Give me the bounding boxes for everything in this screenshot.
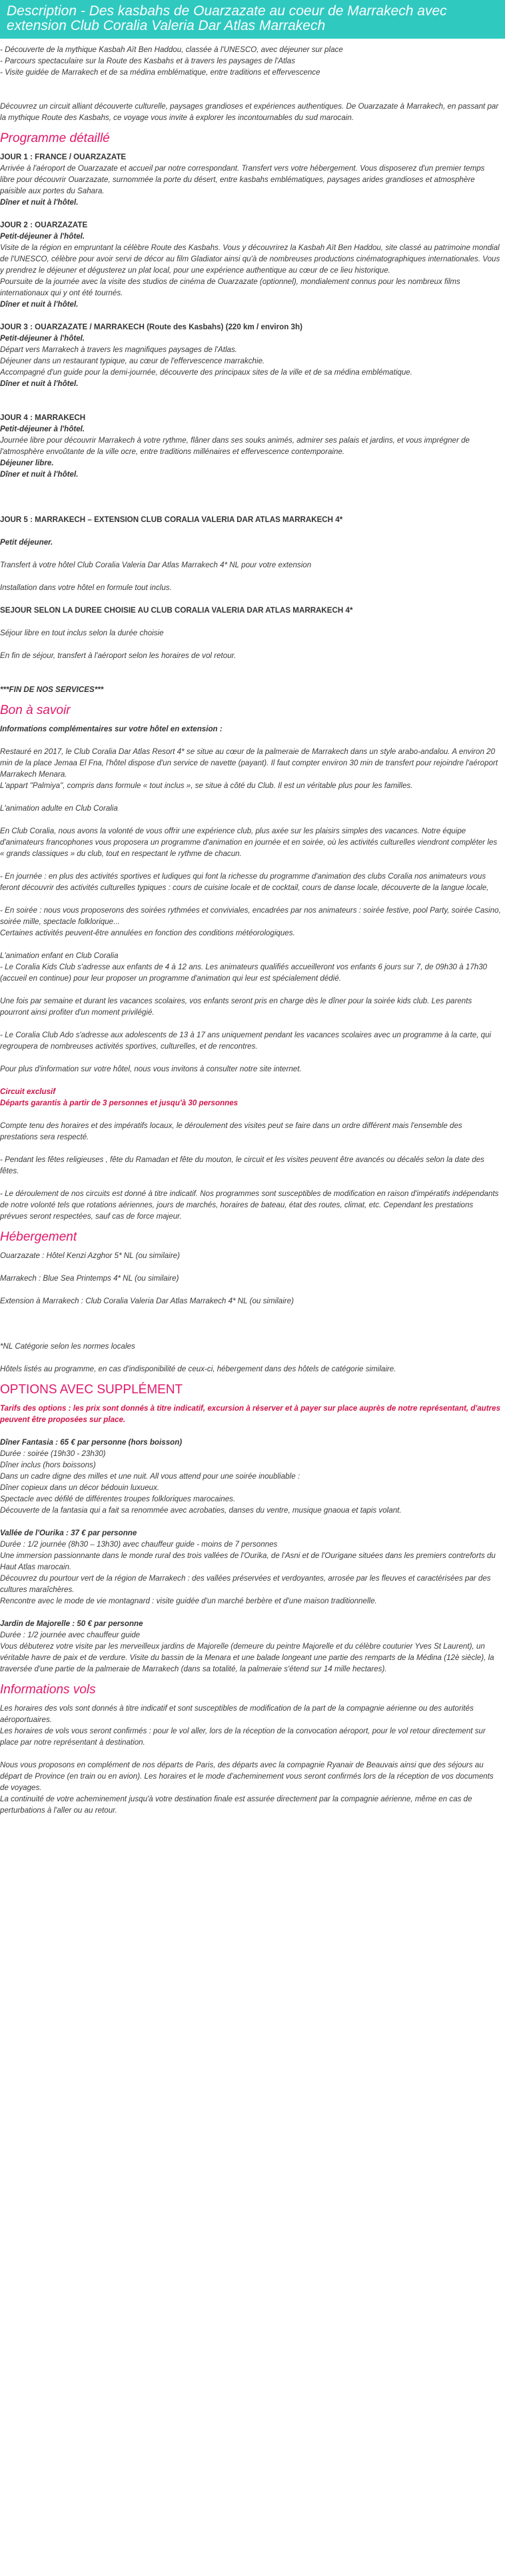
majorelle-line: Durée : 1/2 journée avec chauffeur guide bbox=[0, 1631, 141, 1639]
vols-line: Nous vous proposons en complément de nos départs de Paris, des départs avec la compagnie Ryanair de Beauvais ainsi que des séjours au départ de Province (en train ou en avion). Les horaires et le mode d'acheminement vous seront confirmés lors de la réception de vos documents de voyages. bbox=[0, 1761, 494, 1792]
day-title: JOUR 1 : FRANCE / OUARZAZATE bbox=[0, 153, 127, 161]
day-text: Arrivée à l'aéroport de Ouarzazate et accueil par notre correspondant. Transfert vers votre hébergement. Vous disposerez d'un premier temps libre pour découvrir Ouarzazate, surnommée la porte du désert, entre kasbahs emblématiques, paysages arides grandioses et atmosphère paisible aux portes du Sahara. bbox=[0, 164, 485, 195]
ourika-line: Rencontre avec le mode de vie montagnard : visite guidée d'un marché berbère et d'une maison traditionnelle. bbox=[0, 1597, 377, 1605]
stay-end: En fin de séjour, transfert à l'aéroport selon les horaires de vol retour. bbox=[0, 651, 237, 660]
highlights-list bbox=[0, 44, 505, 78]
fantasia-title: Dîner Fantasia : 65 € par personne (hors boisson) bbox=[0, 1438, 183, 1447]
ado-text: - Le Coralia Club Ado s'adresse aux adolescents de 13 à 17 ans uniquement pendant les vacances scolaires avec un programme à la carte, qui regroupera de nombreuses activités sportives, culturelles, et de rencontres. bbox=[0, 1031, 492, 1051]
nl-note: *NL Catégorie selon les normes locales bbox=[0, 1342, 135, 1351]
day-breakfast: Petit-déjeuner à l'hôtel. bbox=[0, 334, 85, 343]
day-text: Déjeuner dans un restaurant typique, au cœur de l'effervescence marrakchie. bbox=[0, 357, 265, 365]
info-comp-text: Restauré en 2017, le Club Coralia Dar Atlas Resort 4* se situe au cœur de la palmeraie de Marrakech dans un style arabo-andalou. A environ 20 min de la place Jemaa El Fna, l'hôtel dispose d'un service de navette (payant). Il faut compter environ 30 min de transfert pour rejoindre l'aéroport Marrakech Menara. bbox=[0, 747, 498, 779]
day-block bbox=[0, 412, 505, 480]
programme-heading: Programme détaillé bbox=[0, 131, 110, 145]
fantasia-line: Dans un cadre digne des milles et une nuit. All vous attend pour une soirée inoubliable : bbox=[0, 1472, 300, 1481]
ourika-line: Découvrez du pourtour vert de la région de Marrakech : des vallées préservées et verdoyantes, arrosée par les fleuves et caractérisées par des cultures maraîchères. bbox=[0, 1574, 491, 1594]
fantasia-line: Durée : soirée (19h30 - 23h30) bbox=[0, 1449, 106, 1458]
fantasia-line: Dîner copieux dans un décor bédouin luxueux. bbox=[0, 1483, 160, 1492]
options-heading: OPTIONS AVEC SUPPLÉMENT bbox=[0, 1383, 183, 1397]
main-content bbox=[0, 39, 505, 1836]
intro-text: Découvrez un circuit alliant découverte culturelle, paysages grandioses et expériences authentiques. De Ouarzazate à Marrakech, en passant par la mythique Route des Kasbahs, ce voyage vous invite à explorer les incontournables du sud marocain. bbox=[0, 102, 499, 122]
ourika-line: Une immersion passionnante dans le monde rural des trois vallées de l'Ourika, de l'Asni et de l'Ourigane situées dans les premiers contreforts du Haut Atlas marocain. bbox=[0, 1551, 496, 1571]
hotel-item: Ouarzazate : Hôtel Kenzi Azghor 5* NL (ou similaire) bbox=[0, 1251, 180, 1260]
heb-heading: Hébergement bbox=[0, 1230, 77, 1244]
day-breakfast: Petit-déjeuner à l'hôtel. bbox=[0, 425, 85, 433]
vols-heading: Informations vols bbox=[0, 1683, 96, 1697]
stay-title: SEJOUR SELON LA DUREE CHOISIE AU CLUB CORALIA VALERIA DAR ATLAS MARRAKECH 4* bbox=[0, 606, 353, 615]
fantasia-line: Dîner inclus (hors boissons) bbox=[0, 1461, 96, 1469]
highlight-item: - Découverte de la mythique Kasbah Aït Ben Haddou, classée à l'UNESCO, avec déjeuner sur place bbox=[0, 45, 343, 54]
day5-breakfast: Petit déjeuner. bbox=[0, 538, 53, 547]
majorelle-title: Jardin de Majorelle : 50 € par personne bbox=[0, 1619, 143, 1628]
animation-note: Certaines activités peuvent-être annulées en fonction des conditions météorologiques. bbox=[0, 929, 295, 937]
weather-text: Compte tenu des horaires et des impératifs locaux, le déroulement des visites peut se faire dans un ordre différent mais l'ensemble des prestations sera respecté. bbox=[0, 1121, 462, 1141]
ourika-line: Durée : 1/2 journée (8h30 – 13h30) avec chauffeur guide - moins de 7 personnes bbox=[0, 1540, 278, 1549]
day5-title: JOUR 5 : MARRAKECH – EXTENSION CLUB CORALIA VALERIA DAR ATLAS MARRAKECH 4* bbox=[0, 515, 343, 524]
vols-line: Les horaires de vols vous seront confirmés : pour le vol aller, lors de la réception de la convocation aéroport, pour le vol retour directement sur place par notre représentant à destination. bbox=[0, 1727, 486, 1747]
bon-heading: Bon à savoir bbox=[0, 703, 71, 717]
end-services: ***FIN DE NOS SERVICES*** bbox=[0, 685, 104, 694]
day-text: Départ vers Marrakech à travers les magnifiques paysages de l'Atlas. bbox=[0, 345, 237, 354]
highlight-item: - Visite guidée de Marrakech et de sa médina emblématique, entre traditions et effervescence bbox=[0, 68, 320, 77]
animation-text: En Club Coralia, nous avons la volonté de vous offrir une expérience club, plus axée sur les plaisirs simples des vacances. Notre équipe d'animateurs francophones vous proposera un programme d'animation en journée et en soirée, où les activités culturelles viendront compléter les « grands classiques » du club, tout en respectant le rythme de chacun. bbox=[0, 827, 498, 858]
day-breakfast: Petit-déjeuner à l'hôtel. bbox=[0, 232, 85, 241]
fantasia-line: Spectacle avec défilé de différentes troupes folkloriques marocaines. bbox=[0, 1495, 236, 1503]
animation-title: L'animation adulte en Club Coralia bbox=[0, 804, 118, 813]
day-text: Accompagné d'un guide pour la demi-journée, découverte des principaux sites de la ville et de sa médina emblématique. bbox=[0, 368, 412, 377]
hotels-note: Hôtels listés au programme, en cas d'indisponibilité de ceux-ci, hébergement dans des hôtels de catégorie similaire. bbox=[0, 1365, 396, 1373]
hotel-item: Marrakech : Blue Sea Printemps 4* NL (ou similaire) bbox=[0, 1274, 179, 1283]
day-text: Journée libre pour découvrir Marrakech à votre rythme, flâner dans ses souks animés, admirer ses palais et jardins, et vous imprégner de l'atmosphère envoûtante de la ville ocre, entre traditions millénaires et effervescence contemporaine. bbox=[0, 436, 470, 456]
ourika-title: Vallée de l'Ourika : 37 € par personne bbox=[0, 1529, 137, 1537]
day5-install: Installation dans votre hôtel en formule tout inclus. bbox=[0, 583, 172, 592]
page-title: Description - Des kasbahs de Ouarzazate au coeur de Marrakech avec extension Club Coralia Valeria Dar Atlas Marrakech bbox=[7, 3, 447, 33]
holidays-text: - Pendant les fêtes religieuses , fête du Ramadan et fête du mouton, le circuit et les visites peuvent être avancés ou décalés selon la date des fêtes. bbox=[0, 1155, 484, 1175]
hotel-item: Extension à Marrakech : Club Coralia Valeria Dar Atlas Marrakech 4* NL (ou similaire) bbox=[0, 1297, 294, 1305]
day-text: Visite de la région en empruntant la célèbre Route des Kasbahs. Vous y découvrirez la Kasbah Aït Ben Haddou, site classé au patrimoine mondial de l'UNESCO, célèbre pour avoir servi de décor au film Gladiator ainsi qu'à de nombreuses productions cinématographiques internationales. Vous y prendrez le déjeuner et dégusterez un plat local, pour une expérience authentique au cœur de ce lieu historique. bbox=[0, 243, 500, 275]
vols-line: La continuité de votre acheminement jusqu'à votre destination finale est assurée directement par la compagnie aérienne, même en cas de perturbations à l'aller ou au retour. bbox=[0, 1795, 472, 1815]
day-block bbox=[0, 321, 505, 389]
options-warning: Tarifs des options : les prix sont donnés à titre indicatif, excursion à réserver et à payer sur place auprès de notre représentant, d'autres peuvent être proposées sur place. bbox=[0, 1404, 501, 1424]
info-comp-text2: L'appart "Palmiya", compris dans formule « tout inclus », se situe à côté du Club. Il est un véritable plus pour les familles. bbox=[0, 781, 413, 790]
day-block bbox=[0, 151, 505, 208]
day-title: JOUR 4 : MARRAKECH bbox=[0, 413, 86, 422]
day-text: Poursuite de la journée avec la visite des studios de cinéma de Ouarzazate (optionnel), mondialement connus pour les nombreux films internationaux qui y ont été tournés. bbox=[0, 277, 460, 297]
child-title: L'animation enfant en Club Coralia bbox=[0, 951, 119, 960]
info-comp-title: Informations complémentaires sur votre hôtel en extension : bbox=[0, 725, 223, 733]
day-block bbox=[0, 219, 505, 310]
page-banner bbox=[0, 0, 505, 39]
day-meal: Dîner et nuit à l'hôtel. bbox=[0, 470, 79, 479]
day-meal: Dîner et nuit à l'hôtel. bbox=[0, 198, 79, 207]
child-text2: Une fois par semaine et durant les vacances scolaires, vos enfants seront pris en charge dès le dîner pour la soirée kids club. Les parents pourront ainsi profiter d'un moment privilégié. bbox=[0, 997, 472, 1017]
day-title: JOUR 2 : OUARZAZATE bbox=[0, 221, 88, 229]
child-text: - Le Coralia Kids Club s'adresse aux enfants de 4 à 12 ans. Les animateurs qualifiés accueilleront vos enfants 6 jours sur 7, de 09h30 à 17h30 (accueil en continue) pour leur proposer un programme d'animation qui leur est spécialement dédié. bbox=[0, 963, 488, 983]
day-title: JOUR 3 : OUARZAZATE / MARRAKECH (Route des Kasbahs) (220 km / environ 3h) bbox=[0, 323, 302, 331]
vols-line: Les horaires des vols sont donnés à titre indicatif et sont susceptibles de modification de la part de la compagnie aérienne ou des autorités aéroportuaires. bbox=[0, 1704, 474, 1724]
day-lunch: Déjeuner libre. bbox=[0, 459, 54, 467]
changes-text: - Le déroulement de nos circuits est donné à titre indicatif. Nos programmes sont susceptibles de modification en raison d'impératifs indépendants de notre volonté tels que rotations aériennes, jours de marchés, horaires de bateau, état des routes, climat, etc. Cependant les prestations prévues seront respectées, sauf cas de force majeur. bbox=[0, 1189, 499, 1221]
highlight-item: - Parcours spectaculaire sur la Route des Kasbahs et à travers les paysages de l'Atlas bbox=[0, 57, 295, 65]
circuit-text: Départs garantis à partir de 3 personnes et jusqu'à 30 personnes bbox=[0, 1099, 239, 1107]
day-meal: Dîner et nuit à l'hôtel. bbox=[0, 300, 79, 309]
animation-eve: - En soirée : nous vous proposerons des soirées rythmées et conviviales, encadrées par nos animateurs : soirée festive, pool Party, soirée Casino, soirée mille, spectacle folklorique... bbox=[0, 906, 501, 926]
more-info: Pour plus d'information sur votre hôtel, nous vous invitons à consulter notre site internet. bbox=[0, 1065, 302, 1073]
day-meal: Dîner et nuit à l'hôtel. bbox=[0, 379, 79, 388]
fantasia-line: Découverte de la fantasia qui a fait sa renommée avec acrobaties, danses du ventre, musique gnaoua et tapis volant. bbox=[0, 1506, 402, 1515]
day5-transfer: Transfert à votre hôtel Club Coralia Valeria Dar Atlas Marrakech 4* NL pour votre extension bbox=[0, 561, 312, 569]
animation-day: - En journée : en plus des activités sportives et ludiques qui font la richesse du programme d'animation des clubs Coralia nos animateurs vous feront découvrir des activités culturelles typiques : cours de cuisine locale et de cocktail, cours de danse locale, découverte de la langue locale, bbox=[0, 872, 489, 892]
stay-free: Séjour libre en tout inclus selon la durée choisie bbox=[0, 629, 164, 637]
majorelle-line: Vous débuterez votre visite par les merveilleux jardins de Majorelle (demeure du peintre Majorelle et du célèbre couturier Yves St Laurent), un véritable havre de paix et de verdure. Visite du bassin de la Menara et une balade longeant une partie des remparts de la Médina (12è siècle), la traversée d'une partie de la palmeraie de Marrakech (dans sa totalité, la palmeraie s'étend sur 14 mille hectares). bbox=[0, 1642, 494, 1673]
circuit-title: Circuit exclusif bbox=[0, 1087, 56, 1096]
